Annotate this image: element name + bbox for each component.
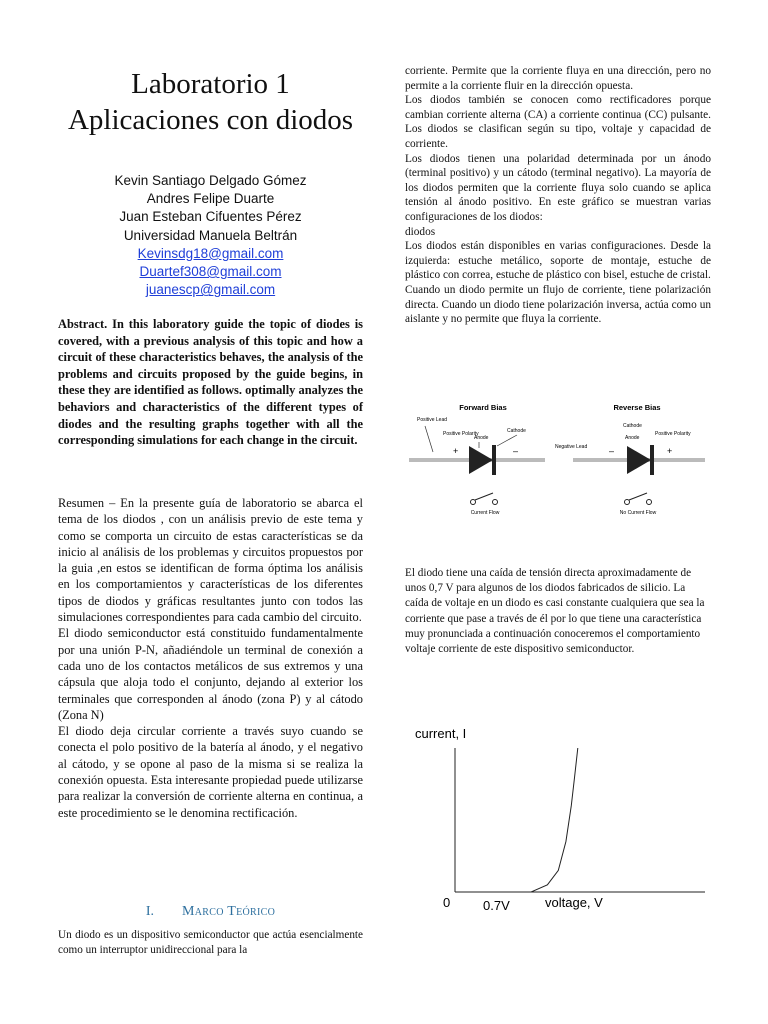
current-flow-label: Current Flow	[470, 510, 500, 516]
positive-polarity-label: Positive Polarity	[443, 431, 479, 437]
cathode-label: Cathode	[507, 428, 526, 434]
author-name: Juan Esteban Cifuentes Pérez	[119, 209, 302, 225]
switch-contact	[471, 500, 476, 505]
forward-bias-title: Forward Bias	[459, 403, 507, 412]
anode-label: Anode	[474, 435, 489, 441]
pointer-arrow	[425, 426, 433, 452]
minus-sign: –	[609, 446, 615, 456]
switch-lever	[475, 493, 493, 500]
x-tick-label: 0	[443, 895, 451, 910]
switch-contact	[647, 500, 652, 505]
paragraph: corriente. Permite que la corriente fluya en una dirección, pero no permite a la corriente fluir en la dirección opuesta.	[405, 65, 711, 92]
iv-curve-chart	[405, 722, 711, 922]
paragraph: Los diodos también se conocen como rectificadores porque cambian corriente alterna (CA) a corriente continua (CC) pulsante. Los diodos se clasifican según su tipo, voltaje y capacidad de corriente.	[405, 94, 711, 150]
author-name: Kevin Santiago Delgado Gómez	[114, 173, 307, 188]
title-line-1: Laboratorio 1	[131, 68, 290, 100]
no-current-flow-label: No Current Flow	[619, 510, 657, 516]
email-link[interactable]: Duartef308@gmail.com	[139, 264, 282, 280]
section-number: I.	[145, 904, 154, 919]
positive-lead-label: Positive Lead	[417, 417, 448, 423]
minus-sign: –	[513, 446, 519, 456]
cathode-label: Cathode	[623, 423, 642, 429]
y-axis-label: current, I	[415, 726, 467, 741]
author-block	[58, 172, 363, 299]
paragraph: Un diodo es un dispositivo semiconductor que actúa esencialmente como un interruptor unidireccional para la	[58, 929, 363, 956]
paper-title	[58, 66, 363, 138]
section-title: Marco Teórico	[182, 904, 276, 919]
right-column-text	[405, 64, 711, 327]
diode-anode-triangle	[469, 446, 493, 474]
paragraph: El diodo semiconductor está constituido fundamentalmente por una unión P-N, añadiéndole un terminal de conexión a cada uno de los contactos metálicos de sus extremos y una cápsula que aloja todo el conjunto, dejando al exterior los terminales que corresponden al ánodo (zona P) y al cátodo (Zona N)	[58, 626, 363, 722]
paragraph: diodos	[405, 225, 436, 238]
section-heading	[58, 904, 363, 920]
diode-anode-triangle	[627, 446, 651, 474]
email-link[interactable]: Kevinsdg18@gmail.com	[137, 245, 284, 261]
paragraph: El diodo deja circular corriente a través suyo cuando se conecta el polo positivo de la batería al ánodo, y el negativo al cátodo, y se opone al paso de la misma si se realiza la conexión opuesta. Esta interesante propiedad puede utilizarse para realizar la conversión de corriente alterna en continua, a este procedimiento se le denomina rectificación.	[58, 724, 363, 820]
iv-curve-line	[455, 748, 578, 892]
bias-diagram	[405, 390, 711, 530]
switch-lever	[629, 493, 647, 500]
switch-contact	[493, 500, 498, 505]
paragraph: El diodo tiene una caída de tensión directa aproximadamente de unos 0,7 V para algunos de los diodos fabricados de silicio. La caída de voltaje en un diodo es casi constante cualquiera que sea la corriente que pase a través de él por lo que tiene una característica muy pronunciada a continuación conoceremos el comportamiento voltaje corriente de este dispositivo semiconductor.	[405, 567, 705, 656]
email-link[interactable]: juanescp@gmail.com	[145, 282, 276, 298]
positive-polarity-label: Positive Polarity	[655, 431, 691, 437]
plus-sign: +	[453, 446, 459, 456]
anode-label: Anode	[625, 435, 640, 441]
negative-lead-label: Negative Lead	[555, 444, 588, 450]
affiliation: Universidad Manuela Beltrán	[123, 227, 298, 243]
switch-contact	[625, 500, 630, 505]
paragraph: Los diodos tienen una polaridad determinada por un ánodo (terminal positivo) y un cátodo (terminal negativo). La mayoría de los diodos permiten que la corriente fluya solo cuando se aplica tensión al ánodo positivo. En este gráfico se muestran varias configuraciones de los diodos:	[405, 152, 711, 223]
paragraph: Cuando un diodo permite un flujo de corriente, tiene polarización directa. Cuando un diodo tiene polarización inversa, actúa como un aislante y no permite que fluya la corriente.	[405, 283, 711, 326]
x-axis-label: voltage, V	[545, 895, 603, 910]
x-tick-label: 0.7V	[483, 898, 510, 913]
paragraph: Resumen – En la presente guía de laboratorio se abarca el tema de los diodos , con un análisis previo de este tema y como se comporta un circuito de estas características se da inicio al análisis de los problemas y circuitos propuestos por la guia ,en estos se identifican de forma óptima los análisis en los comportamientos y características de los diferentes tipos de diodos y gráficas resultantes junto con todos las simulaciones correspondientes para cada cambio del circuito.	[58, 496, 363, 625]
abstract: Abstract. In this laboratory guide the topic of diodes is covered, with a previous analysis of this topic and how a circuit of these characteristics behaves, the analysis of the problems and circuits proposed by the guide begins, in these they are identified as follows. optimally analyzes the behaviors and characteristics of the different types of diodes and the resulting graphs together with all the corresponding simulations for each change in the circuit.	[58, 317, 363, 448]
plus-sign: +	[667, 446, 673, 456]
author-name: Andres Felipe Duarte	[146, 191, 275, 207]
reverse-bias-title: Reverse Bias	[613, 403, 661, 412]
resumen-section	[58, 495, 363, 821]
paragraph: Los diodos están disponibles en varias configuraciones. Desde la izquierda: estuche metálico, soporte de montaje, estuche de plástico con correa, estuche de plástico con bisel, estuche de cristal.	[405, 240, 711, 282]
pointer-arrow	[497, 435, 517, 446]
title-line-2: Aplicaciones con diodos	[67, 104, 354, 136]
